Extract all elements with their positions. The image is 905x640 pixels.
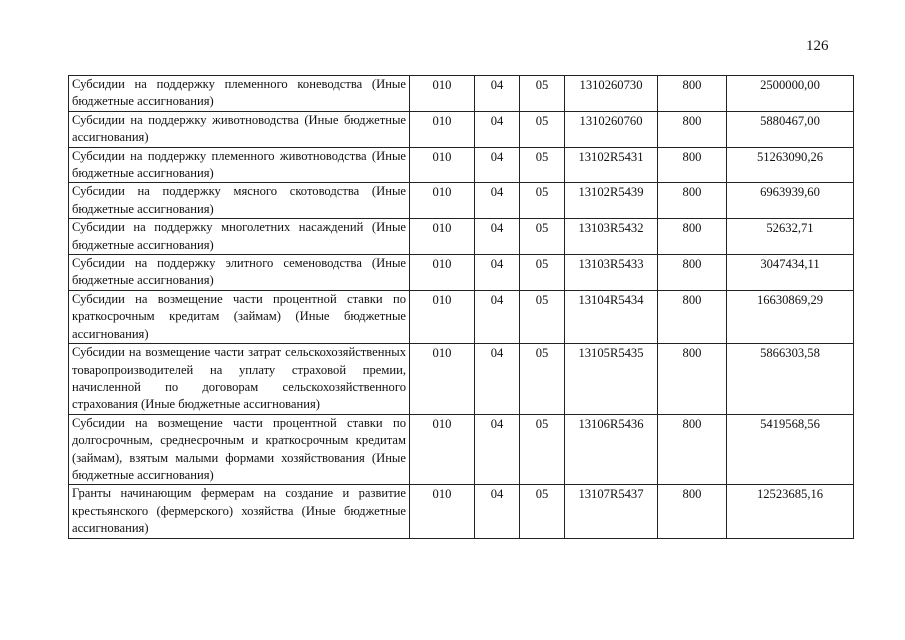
row-expense-type: 800	[658, 219, 727, 255]
row-amount: 5866303,58	[727, 344, 854, 415]
row-target-code: 13103R5432	[565, 219, 658, 255]
row-amount: 12523685,16	[727, 485, 854, 538]
row-subsection-code: 05	[520, 147, 565, 183]
row-expense-type: 800	[658, 255, 727, 291]
row-expense-type: 800	[658, 414, 727, 485]
row-description: Субсидии на поддержку мясного скотоводства (Иные бюджетные ассигнования)	[69, 183, 410, 219]
row-amount: 5880467,00	[727, 111, 854, 147]
table-row	[69, 111, 854, 147]
row-subsection-code: 05	[520, 76, 565, 112]
row-ministry-code: 010	[410, 255, 475, 291]
row-section-code: 04	[475, 183, 520, 219]
row-amount: 6963939,60	[727, 183, 854, 219]
table-row	[69, 344, 854, 415]
row-expense-type: 800	[658, 290, 727, 343]
row-target-code: 13102R5439	[565, 183, 658, 219]
budget-table	[68, 75, 854, 539]
row-ministry-code: 010	[410, 147, 475, 183]
row-description: Субсидии на поддержку племенного коневодства (Иные бюджетные ассигнования)	[69, 76, 410, 112]
row-target-code: 13105R5435	[565, 344, 658, 415]
row-expense-type: 800	[658, 147, 727, 183]
row-expense-type: 800	[658, 183, 727, 219]
row-ministry-code: 010	[410, 485, 475, 538]
row-ministry-code: 010	[410, 290, 475, 343]
row-target-code: 13103R5433	[565, 255, 658, 291]
row-subsection-code: 05	[520, 344, 565, 415]
row-description: Субсидии на поддержку племенного животноводства (Иные бюджетные ассигнования)	[69, 147, 410, 183]
row-section-code: 04	[475, 414, 520, 485]
row-description: Субсидии на поддержку животноводства (Иные бюджетные ассигнования)	[69, 111, 410, 147]
row-ministry-code: 010	[410, 414, 475, 485]
row-description: Гранты начинающим фермерам на создание и развитие крестьянского (фермерского) хозяйства (Иные бюджетные ассигнования)	[69, 485, 410, 538]
row-target-code: 1310260760	[565, 111, 658, 147]
row-amount: 52632,71	[727, 219, 854, 255]
row-amount: 16630869,29	[727, 290, 854, 343]
row-description: Субсидии на возмещение части процентной ставки по долгосрочным, среднесрочным и краткосрочным кредитам (займам), взятым малыми формами хозяйствования (Иные бюджетные ассигнования)	[69, 414, 410, 485]
row-ministry-code: 010	[410, 183, 475, 219]
row-subsection-code: 05	[520, 219, 565, 255]
row-section-code: 04	[475, 111, 520, 147]
row-expense-type: 800	[658, 111, 727, 147]
row-description: Субсидии на поддержку многолетних насаждений (Иные бюджетные ассигнования)	[69, 219, 410, 255]
row-subsection-code: 05	[520, 183, 565, 219]
table-body	[69, 76, 854, 539]
row-section-code: 04	[475, 485, 520, 538]
page-number: 126	[806, 38, 829, 54]
row-expense-type: 800	[658, 344, 727, 415]
row-amount: 3047434,11	[727, 255, 854, 291]
row-target-code: 1310260730	[565, 76, 658, 112]
row-target-code: 13104R5434	[565, 290, 658, 343]
row-subsection-code: 05	[520, 111, 565, 147]
row-section-code: 04	[475, 255, 520, 291]
row-section-code: 04	[475, 290, 520, 343]
row-description: Субсидии на возмещение части затрат сельскохозяйственных товаропроизводителей на уплату страховой премии, начисленной по договорам сельскохозяйственного страхования (Иные бюджетные ассигнования)	[69, 344, 410, 415]
table-row	[69, 290, 854, 343]
table-row	[69, 76, 854, 112]
row-target-code: 13106R5436	[565, 414, 658, 485]
row-amount: 2500000,00	[727, 76, 854, 112]
row-ministry-code: 010	[410, 219, 475, 255]
row-ministry-code: 010	[410, 344, 475, 415]
row-expense-type: 800	[658, 76, 727, 112]
table-row	[69, 414, 854, 485]
row-description: Субсидии на поддержку элитного семеноводства (Иные бюджетные ассигнования)	[69, 255, 410, 291]
table-row	[69, 147, 854, 183]
row-amount: 5419568,56	[727, 414, 854, 485]
table-row	[69, 183, 854, 219]
table-row	[69, 485, 854, 538]
row-section-code: 04	[475, 147, 520, 183]
row-amount: 51263090,26	[727, 147, 854, 183]
row-expense-type: 800	[658, 485, 727, 538]
table-row	[69, 255, 854, 291]
row-section-code: 04	[475, 344, 520, 415]
row-subsection-code: 05	[520, 414, 565, 485]
row-section-code: 04	[475, 76, 520, 112]
row-subsection-code: 05	[520, 290, 565, 343]
row-ministry-code: 010	[410, 111, 475, 147]
row-ministry-code: 010	[410, 76, 475, 112]
row-section-code: 04	[475, 219, 520, 255]
row-subsection-code: 05	[520, 255, 565, 291]
row-target-code: 13102R5431	[565, 147, 658, 183]
table-row	[69, 219, 854, 255]
row-target-code: 13107R5437	[565, 485, 658, 538]
row-description: Субсидии на возмещение части процентной ставки по краткосрочным кредитам (займам) (Иные бюджетные ассигнования)	[69, 290, 410, 343]
row-subsection-code: 05	[520, 485, 565, 538]
